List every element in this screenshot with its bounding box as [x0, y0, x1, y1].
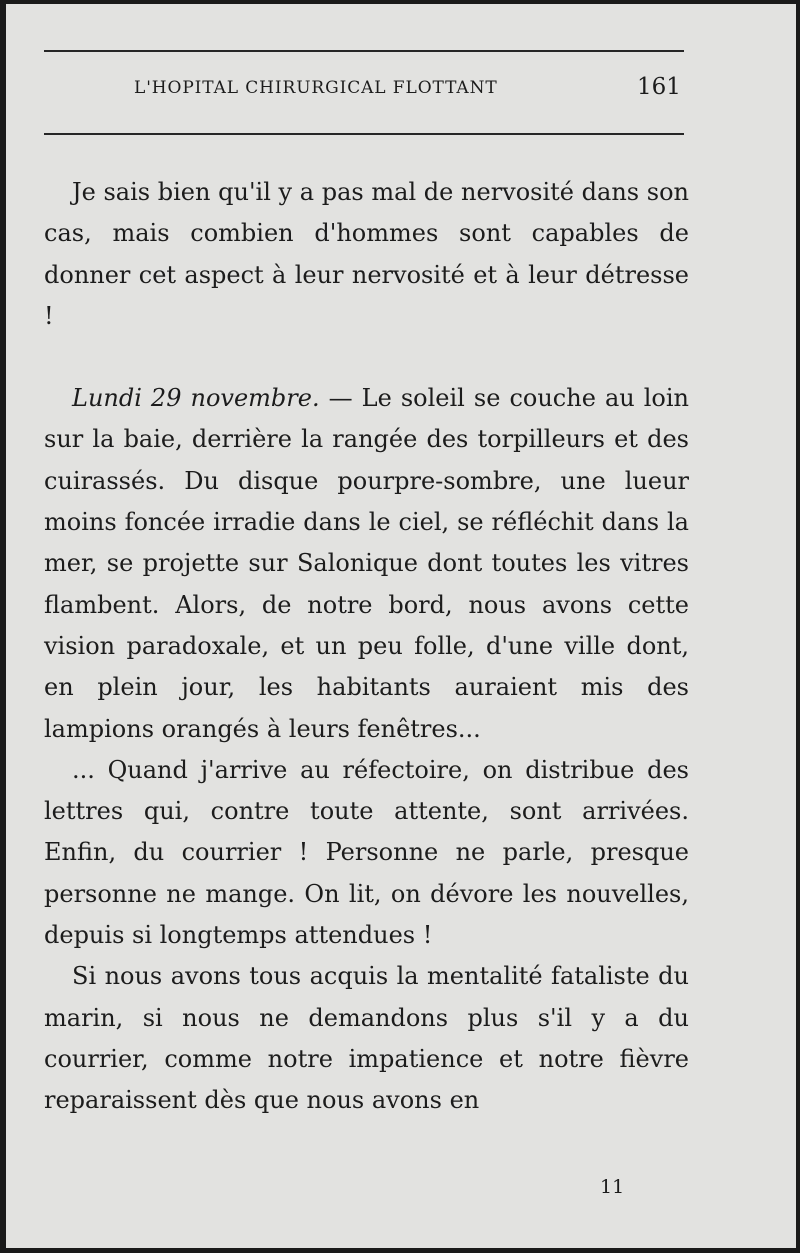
header-rule-top — [44, 50, 684, 52]
paragraph: ... Quand j'arrive au réfectoire, on distribue des lettres qui, contre toute attente, sont arrivées. Enfin, du courrier ! Personne ne parle, presque personne ne mange. On lit, on dévore les nouvelles, depuis si longtemps attendues ! — [44, 755, 689, 950]
entry-date: Lundi 29 novembre. — [72, 384, 320, 413]
entry-text: — Le soleil se couche au loin sur la baie, derrière la rangée des torpilleurs et des cuirassés. Du disque pourpre-sombre, une lueur moins foncée irradie dans le ciel, se réfléchit dans la mer, se projette sur Salonique dont toutes les vitres flambent. Alors, de notre bord, nous avons cette vision paradoxale, et un peu folle, d'une ville dont, en plein jour, les habitants auraient mis des lampions orangés à leurs fenêtres... — [44, 384, 690, 743]
paragraph: Je sais bien qu'il y a pas mal de nervosité dans son cas, mais combien d'hommes sont capables de donner cet aspect à leur nervosité et à leur détresse ! — [44, 178, 689, 330]
running-title: L'HOPITAL CHIRURGICAL FLOTTANT — [134, 78, 498, 98]
paragraph: Si nous avons tous acquis la mentalité fataliste du marin, si nous ne demandons plus s'il y a du courrier, comme notre impatience et notre fièvre reparaissent dès que nous avons en — [44, 962, 689, 1115]
diary-entry-paragraph — [44, 378, 689, 750]
page-number: 161 — [637, 74, 681, 100]
book-page — [6, 4, 796, 1248]
body-text — [44, 172, 689, 1122]
header-rule-bottom — [44, 133, 684, 135]
signature-mark: 11 — [600, 1176, 625, 1198]
